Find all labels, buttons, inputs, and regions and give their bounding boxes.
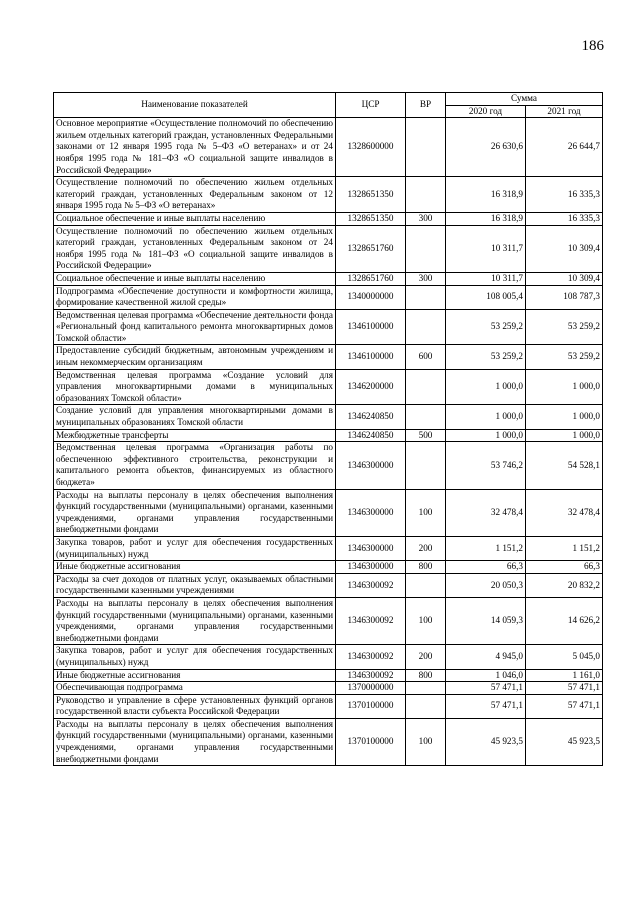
- cell-vr: [406, 405, 446, 429]
- budget-table: [53, 92, 603, 766]
- cell-2020: 53 259,2: [446, 345, 526, 369]
- cell-name: Межбюджетные трансферты: [54, 429, 336, 442]
- cell-2021: 16 335,3: [526, 177, 603, 213]
- cell-2020: 10 311,7: [446, 225, 526, 272]
- cell-2020: 16 318,9: [446, 177, 526, 213]
- table-row: [54, 489, 603, 536]
- cell-2021: 5 045,0: [526, 645, 603, 669]
- cell-2021: 53 259,2: [526, 345, 603, 369]
- cell-2021: 10 309,4: [526, 272, 603, 285]
- cell-csr: 1346200000: [336, 369, 406, 405]
- cell-name: Обеспечивающая подпрограмма: [54, 682, 336, 695]
- cell-name: Подпрограмма «Обеспечение доступности и комфортности жилища, формирование качественной жилой среды»: [54, 285, 336, 309]
- cell-2020: 53 746,2: [446, 442, 526, 489]
- cell-csr: 1346100000: [336, 345, 406, 369]
- cell-2020: 10 311,7: [446, 272, 526, 285]
- cell-vr: 100: [406, 718, 446, 765]
- cell-vr: [406, 309, 446, 345]
- cell-2021: 1 000,0: [526, 429, 603, 442]
- cell-vr: 800: [406, 669, 446, 682]
- table-row: [54, 561, 603, 574]
- cell-2021: 54 528,1: [526, 442, 603, 489]
- table-row: [54, 429, 603, 442]
- cell-name: Создание условий для управления многоквартирными домами в муниципальных образованиях Томской области: [54, 405, 336, 429]
- cell-vr: 200: [406, 645, 446, 669]
- cell-2021: 32 478,4: [526, 489, 603, 536]
- cell-2020: 1 046,0: [446, 669, 526, 682]
- cell-2021: 57 471,1: [526, 682, 603, 695]
- cell-csr: 1328651350: [336, 177, 406, 213]
- table-row: [54, 669, 603, 682]
- cell-name: Расходы на выплаты персоналу в целях обеспечения выполнения функций государственными (муниципальными) органами, казенными учреждениями, органами управления государственными внебюджетными фондами: [54, 718, 336, 765]
- cell-vr: [406, 225, 446, 272]
- cell-vr: 200: [406, 536, 446, 560]
- cell-vr: 600: [406, 345, 446, 369]
- cell-vr: [406, 118, 446, 177]
- cell-2020: 1 000,0: [446, 405, 526, 429]
- cell-2021: 14 626,2: [526, 597, 603, 644]
- cell-vr: [406, 442, 446, 489]
- cell-name: Иные бюджетные ассигнования: [54, 669, 336, 682]
- cell-name: Закупка товаров, работ и услуг для обеспечения государственных (муниципальных) нужд: [54, 645, 336, 669]
- cell-name: Расходы на выплаты персоналу в целях обеспечения выполнения функций государственными (муниципальными) органами, казенными учреждениями, органами управления государственными внебюджетными фондами: [54, 489, 336, 536]
- cell-2020: 4 945,0: [446, 645, 526, 669]
- cell-2021: 10 309,4: [526, 225, 603, 272]
- cell-2020: 108 005,4: [446, 285, 526, 309]
- cell-name: Основное мероприятие «Осуществление полномочий по обеспечению жильем отдельных категорий граждан, установленных Федеральными законами от 12 января 1995 года № 5–ФЗ «О ветеранах» и от 24 ноября 1995 года № 181–ФЗ «О социальной защите инвалидов в Российской Федерации»: [54, 118, 336, 177]
- table-row: [54, 345, 603, 369]
- cell-name: Ведомственная целевая программа «Обеспечение деятельности фонда «Региональный фонд капитального ремонта многоквартирных домов Томской области»: [54, 309, 336, 345]
- table-row: [54, 118, 603, 177]
- table-body: [54, 118, 603, 766]
- cell-vr: 300: [406, 212, 446, 225]
- cell-2021: 1 161,0: [526, 669, 603, 682]
- cell-name: Предоставление субсидий бюджетным, автономным учреждениям и иным некоммерческим организациям: [54, 345, 336, 369]
- cell-csr: 1346300092: [336, 669, 406, 682]
- table-row: [54, 442, 603, 489]
- cell-2020: 32 478,4: [446, 489, 526, 536]
- cell-csr: 1346300092: [336, 645, 406, 669]
- cell-csr: 1340000000: [336, 285, 406, 309]
- cell-2021: 45 923,5: [526, 718, 603, 765]
- cell-csr: 1328651760: [336, 225, 406, 272]
- header-2020: 2020 год: [446, 105, 526, 118]
- cell-csr: 1328600000: [336, 118, 406, 177]
- cell-vr: 800: [406, 561, 446, 574]
- cell-name: Ведомственная целевая программа «Организация работы по обеспеченною эффективного строительства, реконструкции и капитального ремонта объектов, финансируемых из областного бюджета»: [54, 442, 336, 489]
- cell-2020: 1 000,0: [446, 429, 526, 442]
- cell-name: Руководство и управление в сфере установленных функций органов государственной власти субъекта Российской Федерации: [54, 694, 336, 718]
- table-row: [54, 369, 603, 405]
- cell-name: Иные бюджетные ассигнования: [54, 561, 336, 574]
- page-number: 186: [581, 38, 604, 54]
- cell-2020: 1 151,2: [446, 536, 526, 560]
- cell-vr: [406, 573, 446, 597]
- cell-name: Социальное обеспечение и иные выплаты населению: [54, 212, 336, 225]
- table-row: [54, 212, 603, 225]
- cell-2020: 66,3: [446, 561, 526, 574]
- table-row: [54, 682, 603, 695]
- header-vr: ВР: [406, 93, 446, 118]
- table-row: [54, 597, 603, 644]
- cell-csr: 1346300000: [336, 489, 406, 536]
- cell-2021: 1 151,2: [526, 536, 603, 560]
- table-header: [54, 93, 603, 118]
- cell-2020: 14 059,3: [446, 597, 526, 644]
- cell-2021: 26 644,7: [526, 118, 603, 177]
- cell-csr: 1370000000: [336, 682, 406, 695]
- cell-2021: 16 335,3: [526, 212, 603, 225]
- cell-vr: 300: [406, 272, 446, 285]
- cell-2021: 1 000,0: [526, 405, 603, 429]
- cell-name: Осуществление полномочий по обеспечению жильем отдельных категорий граждан, установленных Федеральным законом от 24 ноября 1995 года № 181–ФЗ «О социальной защите инвалидов в Российской Федерации»: [54, 225, 336, 272]
- cell-vr: 100: [406, 489, 446, 536]
- cell-vr: [406, 694, 446, 718]
- table-row: [54, 694, 603, 718]
- header-2021: 2021 год: [526, 105, 603, 118]
- table-row: [54, 177, 603, 213]
- cell-name: Расходы за счет доходов от платных услуг, оказываемых областными государственными казенными учреждениями: [54, 573, 336, 597]
- cell-2020: 53 259,2: [446, 309, 526, 345]
- cell-name: Осуществление полномочий по обеспечению жильем отдельных категорий граждан, установленных Федеральным законом от 12 января 1995 года № 5–ФЗ «О ветеранах»: [54, 177, 336, 213]
- cell-csr: 1346240850: [336, 429, 406, 442]
- cell-csr: 1328651350: [336, 212, 406, 225]
- header-name: Наименование показателей: [54, 93, 336, 118]
- cell-name: Закупка товаров, работ и услуг для обеспечения государственных (муниципальных) нужд: [54, 536, 336, 560]
- table-row: [54, 573, 603, 597]
- cell-name: Расходы на выплаты персоналу в целях обеспечения выполнения функций государственными (муниципальными) органами, казенными учреждениями, органами управления государственными внебюджетными фондами: [54, 597, 336, 644]
- cell-2020: 20 050,3: [446, 573, 526, 597]
- table-row: [54, 405, 603, 429]
- cell-2021: 108 787,3: [526, 285, 603, 309]
- cell-csr: 1346300000: [336, 536, 406, 560]
- cell-name: Ведомственная целевая программа «Создание условий для управления многоквартирными домами в муниципальных образованиях Томской области»: [54, 369, 336, 405]
- cell-csr: 1328651760: [336, 272, 406, 285]
- cell-vr: [406, 177, 446, 213]
- cell-2020: 45 923,5: [446, 718, 526, 765]
- cell-vr: [406, 369, 446, 405]
- cell-vr: [406, 285, 446, 309]
- cell-2021: 1 000,0: [526, 369, 603, 405]
- cell-vr: 500: [406, 429, 446, 442]
- cell-csr: 1346240850: [336, 405, 406, 429]
- cell-2020: 26 630,6: [446, 118, 526, 177]
- cell-csr: 1346300092: [336, 597, 406, 644]
- cell-csr: 1370100000: [336, 694, 406, 718]
- cell-2021: 57 471,1: [526, 694, 603, 718]
- header-csr: ЦСР: [336, 93, 406, 118]
- cell-vr: [406, 682, 446, 695]
- table-row: [54, 272, 603, 285]
- table-row: [54, 536, 603, 560]
- table-row: [54, 309, 603, 345]
- cell-csr: 1346100000: [336, 309, 406, 345]
- table-row: [54, 225, 603, 272]
- cell-csr: 1370100000: [336, 718, 406, 765]
- header-sum: Сумма: [446, 93, 603, 106]
- cell-csr: 1346300000: [336, 442, 406, 489]
- cell-2020: 57 471,1: [446, 682, 526, 695]
- cell-vr: 100: [406, 597, 446, 644]
- cell-name: Социальное обеспечение и иные выплаты населению: [54, 272, 336, 285]
- cell-csr: 1346300000: [336, 561, 406, 574]
- cell-2021: 66,3: [526, 561, 603, 574]
- cell-2021: 20 832,2: [526, 573, 603, 597]
- cell-2021: 53 259,2: [526, 309, 603, 345]
- cell-2020: 16 318,9: [446, 212, 526, 225]
- cell-csr: 1346300092: [336, 573, 406, 597]
- table-row: [54, 285, 603, 309]
- table-row: [54, 718, 603, 765]
- table-row: [54, 645, 603, 669]
- cell-2020: 57 471,1: [446, 694, 526, 718]
- cell-2020: 1 000,0: [446, 369, 526, 405]
